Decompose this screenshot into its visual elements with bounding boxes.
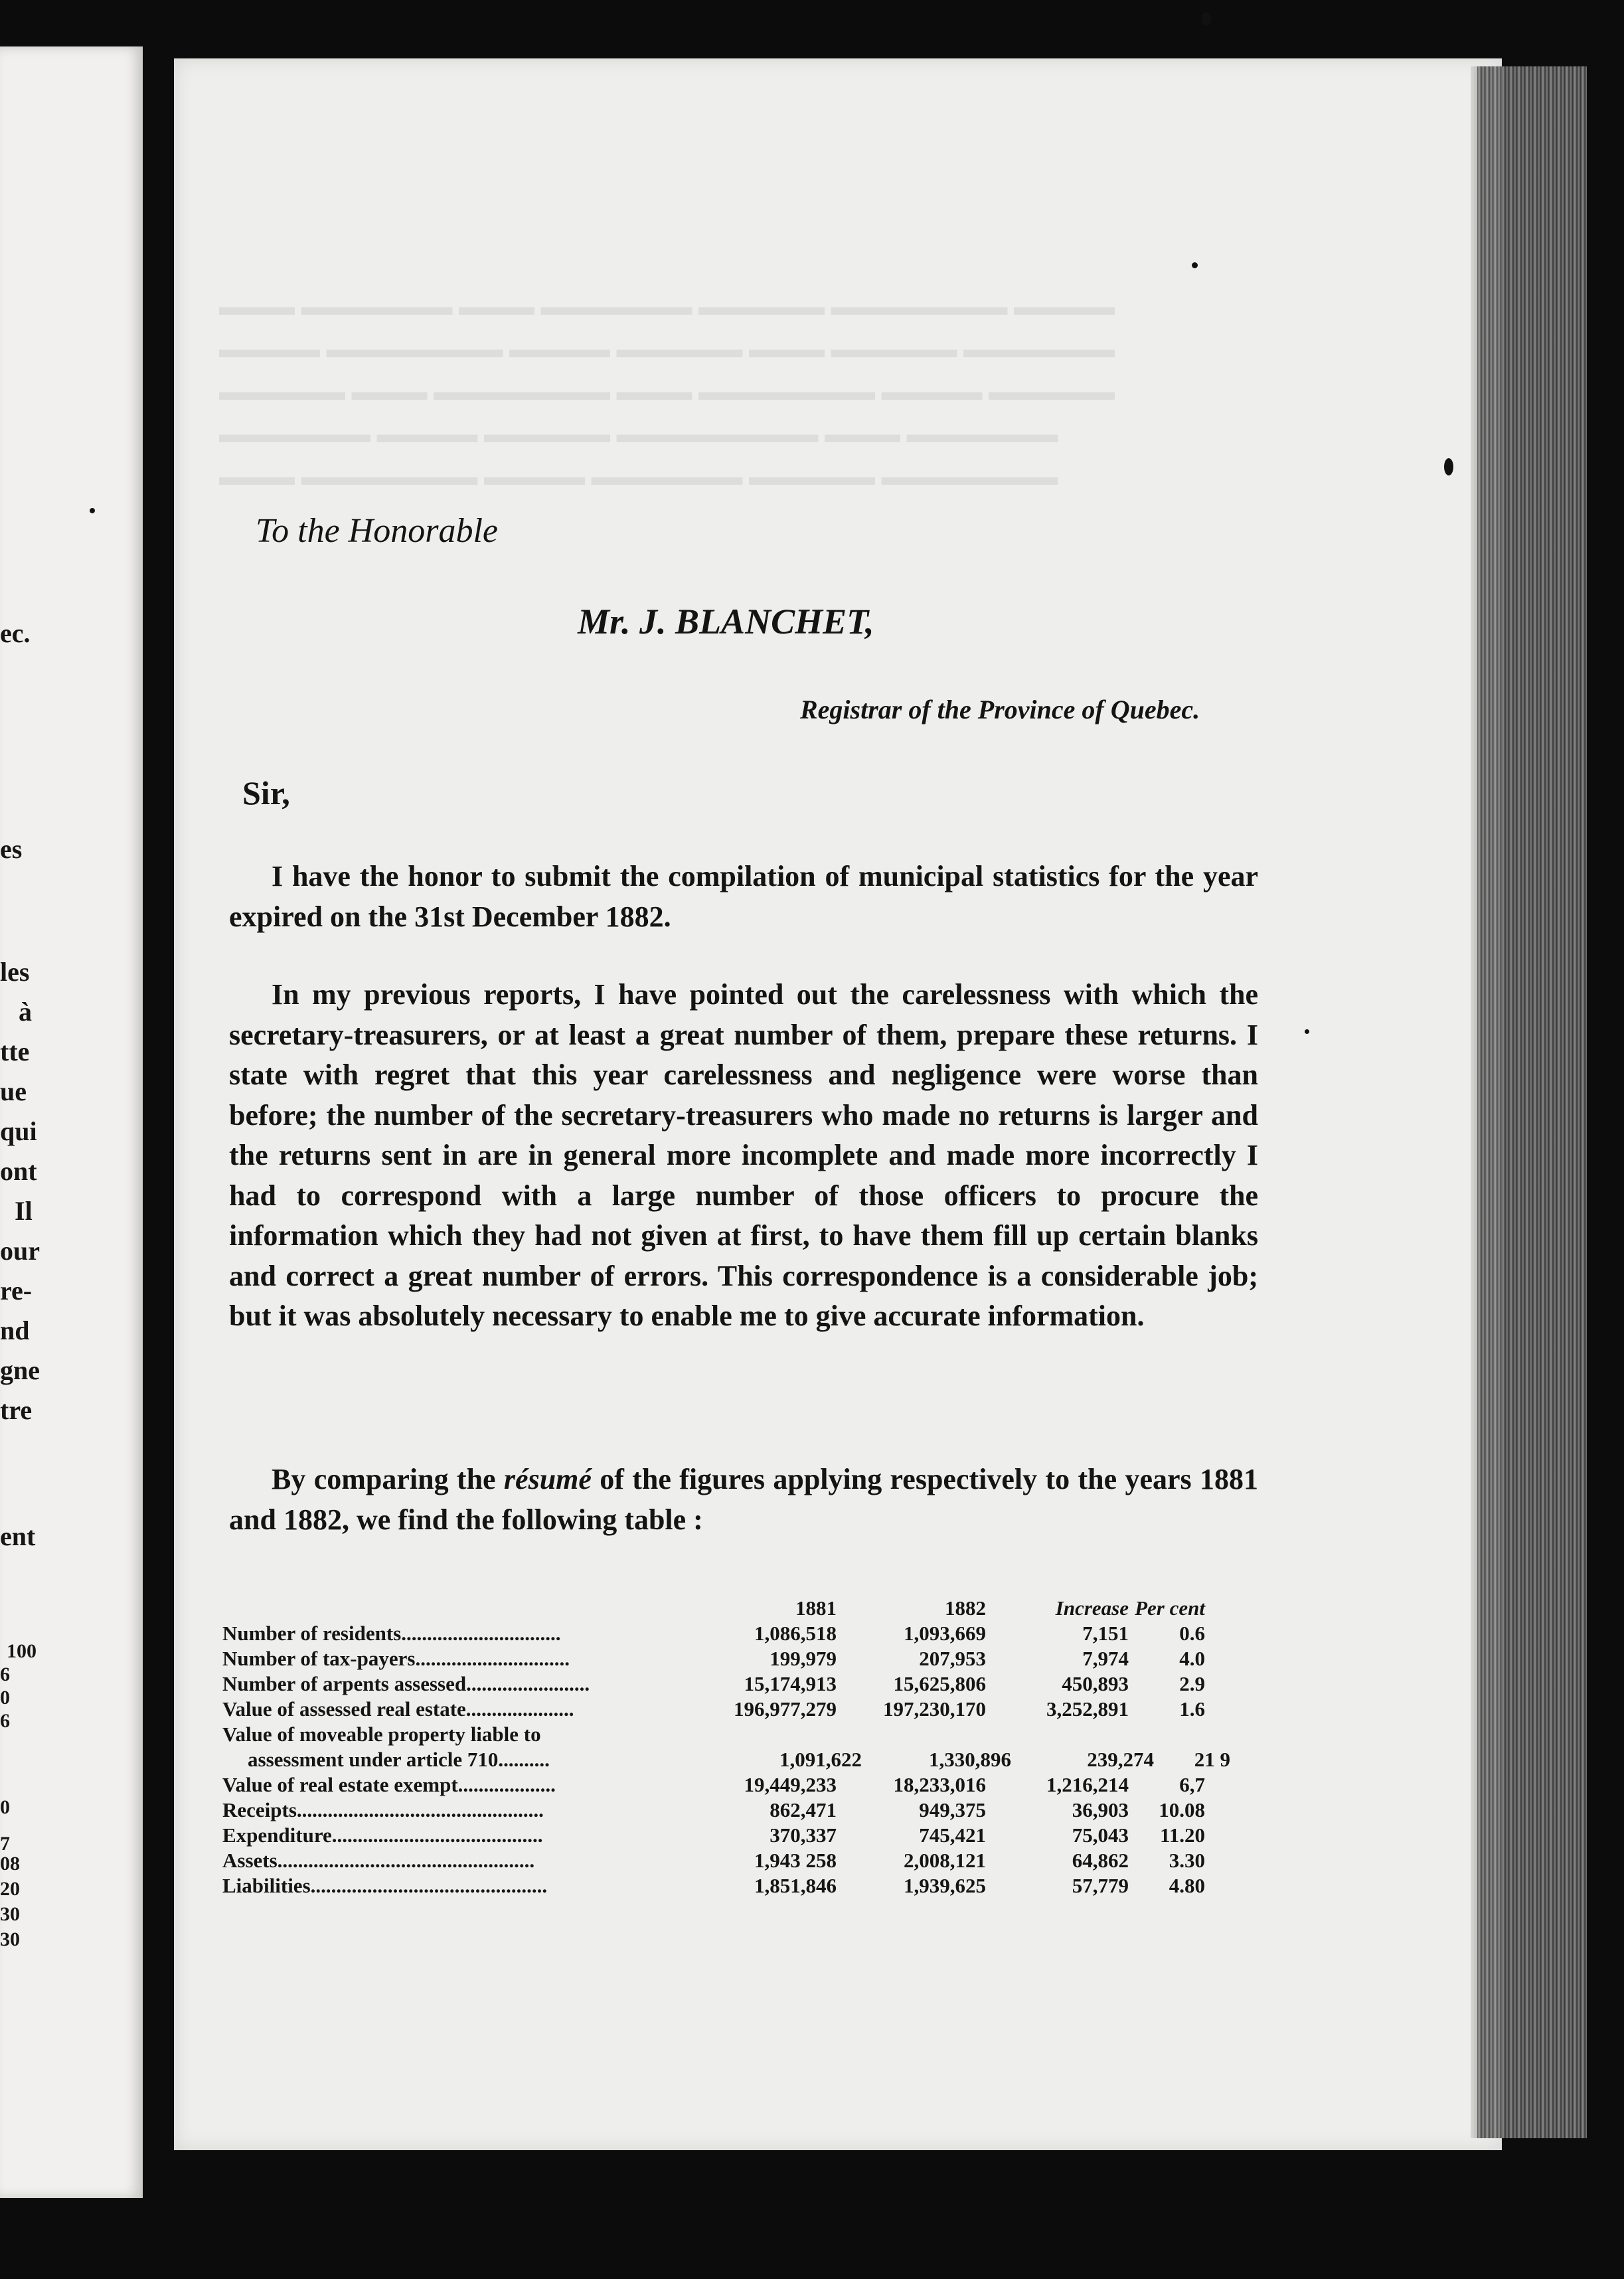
value-1882: 1,330,896 [929,1748,1011,1771]
facing-number: 7 [0,1833,10,1855]
speck [1192,262,1198,268]
facing-text: re- [0,1276,33,1306]
value-percent: 6,7 [1179,1773,1205,1796]
emphasis: résumé [503,1463,592,1495]
row-label: Assets.................................................. [222,1849,535,1872]
value-percent: 4.80 [1169,1874,1205,1897]
facing-text: ent [0,1521,36,1551]
value-percent: 2.9 [1179,1672,1205,1695]
facing-text: Il [15,1196,33,1226]
value-increase: 7,974 [1082,1647,1129,1670]
speck [90,508,95,513]
row-label: Receipts................................................ [222,1798,544,1821]
value-1881: 1,851,846 [754,1874,837,1897]
row-label: Number of arpents assessed........................ [222,1672,590,1695]
header-increase: Increase [1055,1596,1129,1620]
table-row [222,1822,1271,1847]
value-increase: 3,252,891 [1046,1697,1129,1721]
value-1882: 1,093,669 [904,1622,986,1645]
table-row [222,1746,1271,1772]
value-increase: 75,043 [1072,1823,1129,1847]
facing-number: 30 [0,1928,20,1950]
speck [1202,12,1211,25]
paragraph: By comparing the résumé of the figures applying respectively to the years 1881 and 1882, we find the following table : [229,1463,1258,1536]
value-1882: 18,233,016 [893,1773,986,1796]
addressee-position: Registrar of the Province of Quebec. [800,695,1200,724]
table-body [222,1620,1271,1898]
facing-number: 0 [0,1796,10,1818]
facing-text: tte [0,1037,30,1066]
comparison-table [222,1594,1271,1898]
value-1882: 949,375 [919,1798,986,1821]
value-increase: 7,151 [1082,1622,1129,1645]
value-increase: 64,862 [1072,1849,1129,1872]
row-label: Value of assessed real estate..................... [222,1697,574,1721]
header-percent: Per cent [1135,1596,1205,1620]
facing-text: les [0,957,30,987]
value-percent: 21 9 [1194,1748,1230,1771]
row-label: Number of residents............................... [222,1622,561,1645]
facing-text: à [19,997,32,1027]
facing-text: tre [0,1395,33,1425]
value-1882: 2,008,121 [904,1849,986,1872]
value-1881: 199,979 [770,1647,837,1670]
table-row [222,1797,1271,1822]
facing-text: qui [0,1116,37,1146]
value-percent: 0.6 [1179,1622,1205,1645]
value-increase: 57,779 [1072,1874,1129,1897]
paragraph: I have the honor to submit the compilation of municipal statistics for the year expired on the 31st December 1882. [229,860,1258,933]
row-label: Expenditure......................................... [222,1823,543,1847]
facing-text: our [0,1236,40,1266]
value-1882: 745,421 [919,1823,986,1847]
table-row [222,1847,1271,1873]
value-1882: 15,625,806 [893,1672,986,1695]
facing-number: 20 [0,1878,20,1900]
value-increase: 450,893 [1062,1672,1129,1695]
facing-text: ue [0,1076,27,1106]
facing-number: 0 [0,1687,10,1709]
value-percent: 1.6 [1179,1697,1205,1721]
value-percent: 11.20 [1159,1823,1205,1847]
row-label: Value of real estate exempt................... [222,1773,556,1796]
speck [1444,458,1453,475]
facing-number: 6 [0,1710,10,1732]
addressee-name: Mr. J. BLANCHET, [578,602,874,641]
paragraph: In my previous reports, I have pointed out the carelessness with which the secretary-treasurers, or at least a great number of them, prepare these returns. I state with regret that this year carelessness and negligence were worse than before; the number of the secretary-treasurers who made no returns is larger and the returns sent in are in general more incomplete and made more incorrectly I had to correspond with a large number of those officers to procure the information which they had not given at first, to have them fill up certain blanks and correct a great number of errors. This correspondence is a considerable job; but it was absolutely necessary to enable me to give accurate information. [229,978,1258,1332]
table-row [222,1772,1271,1797]
value-1881: 862,471 [770,1798,837,1821]
value-percent: 3.30 [1169,1849,1205,1872]
facing-number: 100 [7,1640,37,1662]
facing-number: 30 [0,1903,20,1925]
table-row [222,1620,1271,1646]
value-1882: 1,939,625 [904,1874,986,1897]
speck [1305,1029,1309,1034]
value-percent: 10.08 [1159,1798,1205,1821]
facing-number: 6 [0,1663,10,1685]
value-1881: 1,086,518 [754,1622,837,1645]
table-header [222,1594,1271,1620]
greeting: To the Honorable [256,512,498,550]
facing-text: ont [0,1156,37,1186]
salutation: Sir, [242,774,290,811]
value-increase: 239,274 [1087,1748,1154,1771]
value-increase: 36,903 [1072,1798,1129,1821]
facing-text: nd [0,1315,30,1345]
header-1881: 1881 [795,1596,837,1620]
header-1882: 1882 [945,1596,986,1620]
value-1882: 197,230,170 [883,1697,986,1721]
facing-text: gne [0,1355,40,1385]
facing-page [0,46,143,2198]
page-stack-edge [1477,66,1587,2138]
value-increase: 1,216,214 [1046,1773,1129,1796]
row-label: Value of moveable property liable to [222,1723,541,1746]
table-row [222,1671,1271,1696]
table-row [222,1696,1271,1721]
value-1881: 196,977,279 [734,1697,837,1721]
row-label: Liabilities.............................................. [222,1874,548,1897]
table-row [222,1721,1271,1746]
facing-text: ec. [0,618,31,648]
facing-number: 08 [0,1853,20,1875]
table-row [222,1873,1271,1898]
value-percent: 4.0 [1179,1647,1205,1670]
row-label: Number of tax-payers.............................. [222,1647,570,1670]
table-row [222,1646,1271,1671]
facing-text: es [0,834,23,864]
value-1881: 1,943 258 [754,1849,837,1872]
row-label: assessment under article 710.......... [248,1748,550,1771]
value-1881: 1,091,622 [779,1748,862,1771]
value-1881: 15,174,913 [744,1672,837,1695]
value-1882: 207,953 [919,1647,986,1670]
value-1881: 19,449,233 [744,1773,837,1796]
value-1881: 370,337 [770,1823,837,1847]
